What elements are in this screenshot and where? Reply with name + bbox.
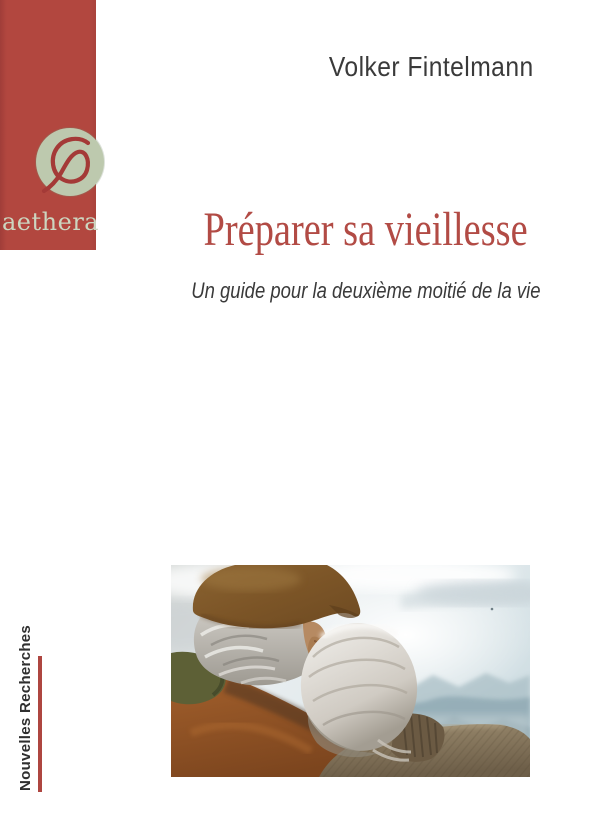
series-line <box>38 656 42 792</box>
series-label-text: Nouvelles Recherches <box>17 624 34 791</box>
photo-bird <box>491 608 494 611</box>
book-title <box>150 202 582 257</box>
author-name <box>301 51 534 83</box>
author-name-text: Volker Fintelmann <box>329 51 534 82</box>
book-subtitle <box>150 278 582 304</box>
book-title-text: Préparer sa vieillesse <box>203 203 529 256</box>
aethera-logo-icon <box>36 128 104 196</box>
series-label <box>17 625 34 791</box>
book-subtitle-text: Un guide pour la deuxième moitié de la vie <box>191 278 541 303</box>
publisher-name <box>2 208 100 236</box>
publisher-logo <box>36 128 104 196</box>
cover-photo-illustration <box>171 565 530 777</box>
publisher-name-text: aethera <box>2 208 100 236</box>
cover-photo <box>171 565 530 777</box>
